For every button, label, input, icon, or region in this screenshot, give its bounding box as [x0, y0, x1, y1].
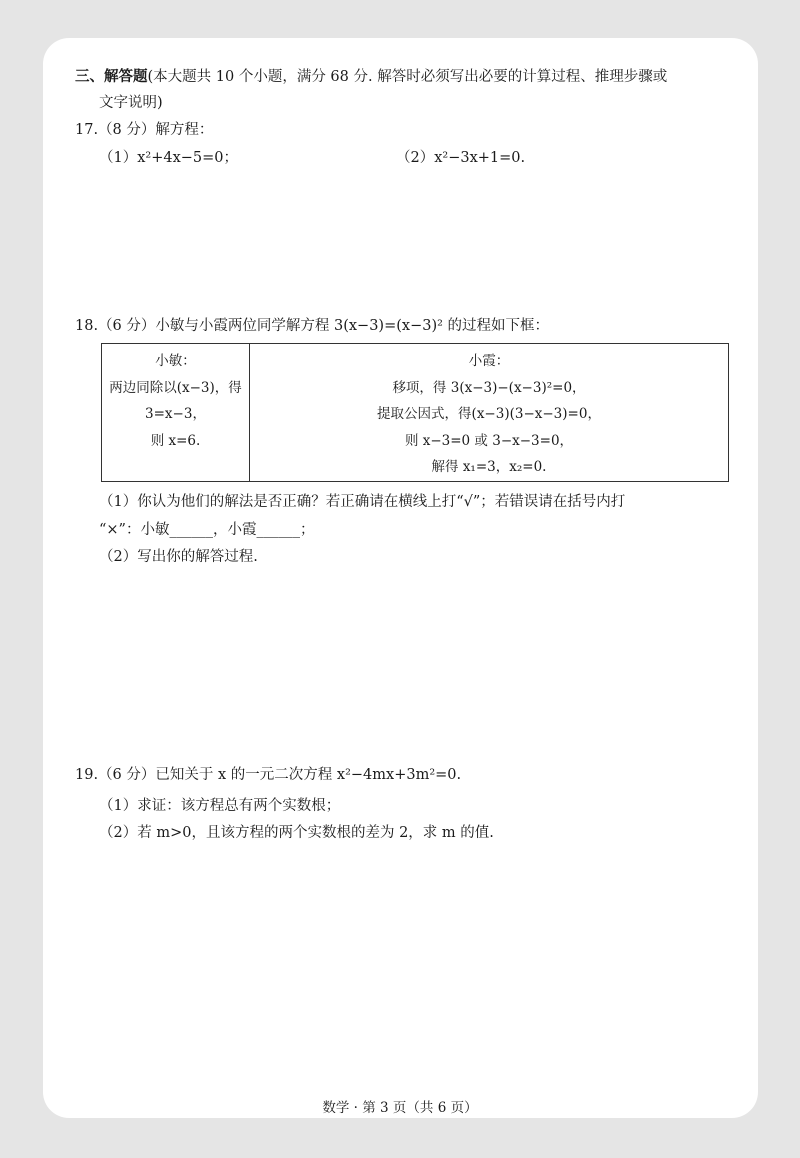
xiaoxia-line: 则 x−3=0 或 3−x−3=0， [404, 432, 574, 449]
xiaoxia-line: 移项，得 3(x−3)−(x−3)²=0， [392, 379, 586, 396]
q17-part1: （1）x²+4x−5=0； [99, 150, 239, 166]
q18-part1-blanks: “×”：小敏______，小霞______； [99, 522, 315, 538]
section-instructions-cont: 文字说明) [99, 95, 163, 111]
q18-part1: （1）你认为他们的解法是否正确？若正确请在横线上打“√”；若错误请在括号内打 [99, 494, 626, 510]
q18-solution-box [101, 343, 729, 482]
section-heading [75, 67, 667, 87]
xiaomin-line: 小敏： [155, 353, 196, 369]
q19-part1: （1）求证：该方程总有两个实数根； [99, 798, 341, 814]
page-footer: 数学 · 第 3 页（共 6 页） [322, 1100, 478, 1116]
xiaoxia-line: 解得 x₁=3，x₂=0. [431, 459, 547, 475]
exam-page [43, 38, 758, 1118]
q17-header: 17.（8 分）解方程： [75, 122, 214, 138]
q18-part2: （2）写出你的解答过程. [99, 549, 258, 565]
xiaoxia-cell [250, 344, 729, 482]
xiaomin-line: 则 x=6. [150, 432, 201, 449]
xiaoxia-line: 小霞： [468, 353, 510, 369]
q17-part2: （2）x²−3x+1=0. [396, 150, 526, 166]
section-instructions: (本大题共 10 个小题，满分 68 分. 解答时必须写出必要的计算过程、推理步骤或 [147, 69, 668, 85]
q19-header: 19.（6 分）已知关于 x 的一元二次方程 x²−4mx+3m²=0. [75, 767, 462, 783]
xiaomin-cell [102, 344, 250, 482]
xiaomin-line: 两边同除以(x−3)，得 [109, 379, 242, 396]
xiaoxia-line: 提取公因式，得(x−3)(3−x−3)=0， [377, 406, 601, 422]
q19-part2: （2）若 m>0，且该方程的两个实数根的差为 2，求 m 的值. [99, 825, 494, 841]
section-title: 三、解答题 [75, 68, 148, 85]
xiaomin-line: 3=x−3， [145, 406, 206, 422]
q18-header: 18.（6 分）小敏与小霞两位同学解方程 3(x−3)=(x−3)² 的过程如下框： [75, 318, 550, 334]
